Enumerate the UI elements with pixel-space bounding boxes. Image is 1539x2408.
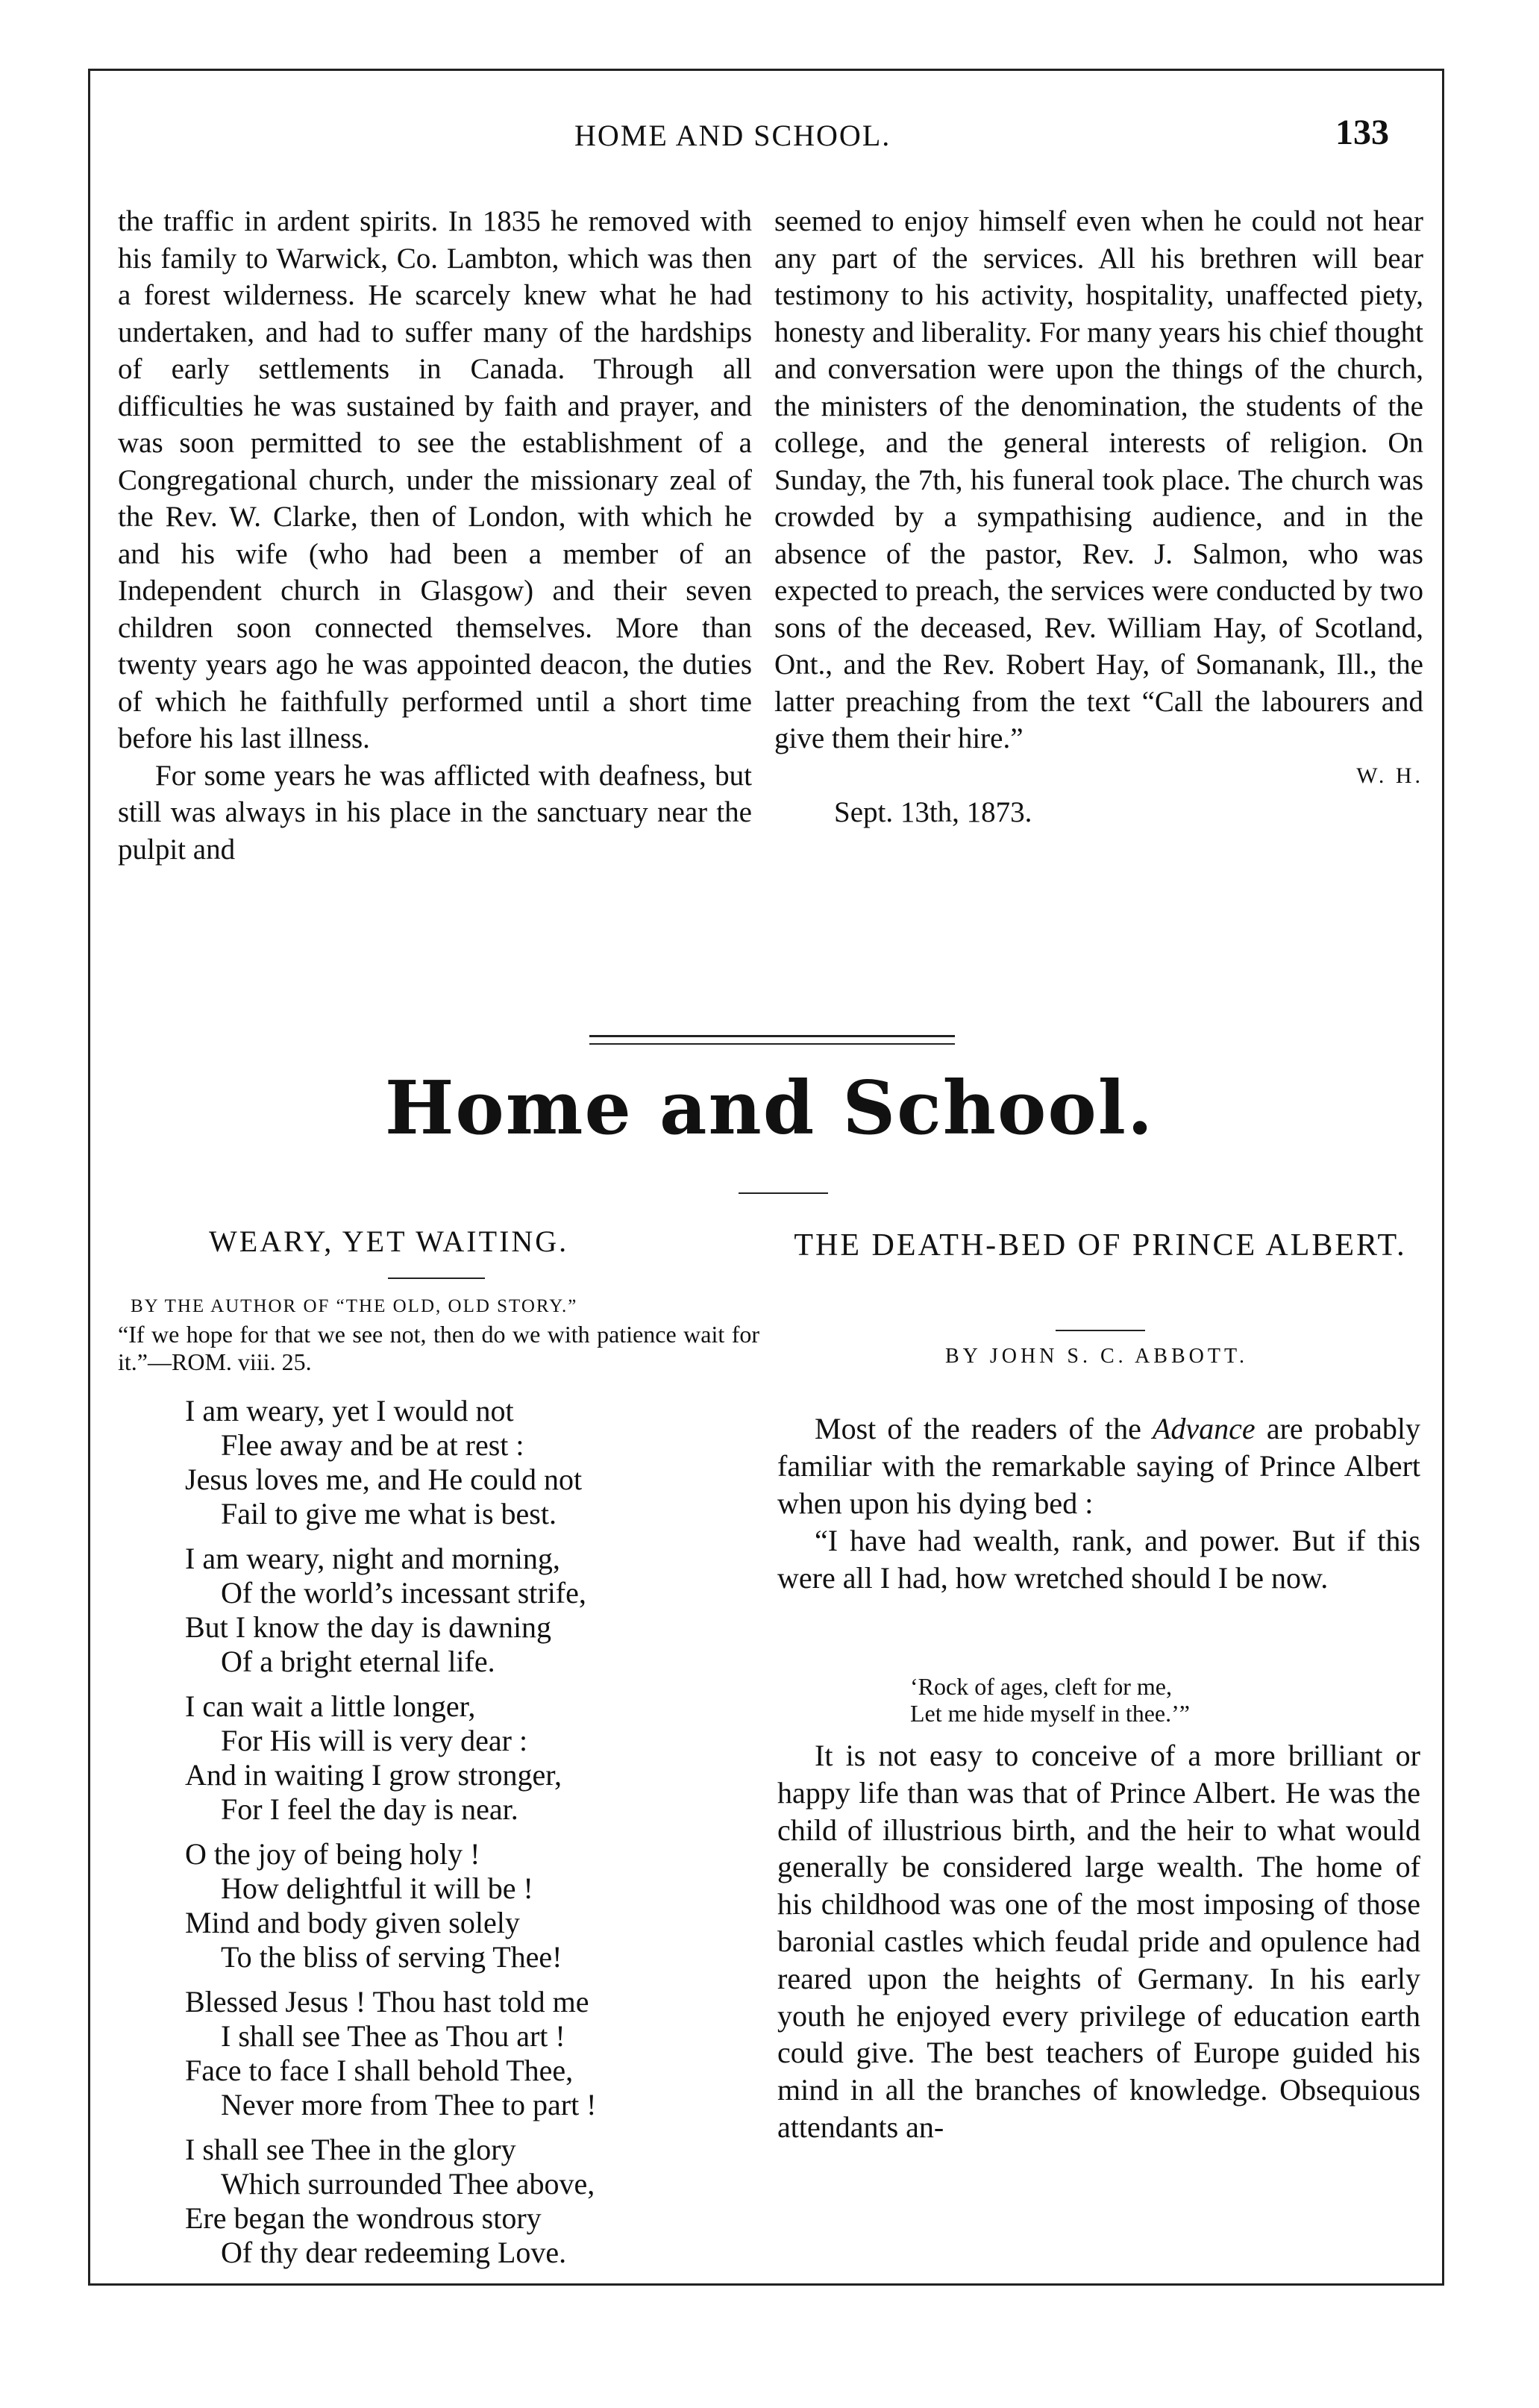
poem-stanza	[185, 1837, 597, 1974]
obituary-date: Sept. 13th, 1873.	[834, 796, 1032, 828]
section-divider-rule	[589, 1043, 955, 1045]
poem-line: Fail to give me what is best.	[221, 1497, 557, 1530]
poem-line: O the joy of being holy !	[185, 1837, 480, 1871]
article-paragraph: “I have had wealth, rank, and power. But if this were all I had, how wretched should I be now.	[777, 1524, 1420, 1595]
poem-line: Which surrounded Thee above,	[221, 2167, 595, 2201]
article-body	[777, 1737, 1420, 2146]
obituary-paragraph: For some years he was afflicted with deafness, but still was always in his place in the sanctuary near the pulpit and	[118, 759, 752, 866]
section-title: Home and School.	[384, 1066, 1155, 1151]
poem-line: Of thy dear redeeming Love.	[221, 2236, 567, 2269]
poem-line: For I feel the day is near.	[221, 1792, 518, 1826]
section-title-rule	[739, 1192, 828, 1194]
poem-epigraph: “If we hope for that we see not, then do we with patience wait for it.”—ROM. viii. 25.	[118, 1321, 759, 1375]
poem-line: I shall see Thee in the glory	[185, 2133, 516, 2166]
article-text: are probably familiar with the remarkable saying of Prince Albert when upon his dying bed :	[777, 1412, 1420, 1520]
poem-stanza	[185, 1394, 597, 1531]
poem-line: I shall see Thee as Thou art !	[221, 2019, 565, 2053]
article-byline: BY JOHN S. C. ABBOTT.	[944, 1345, 1249, 1368]
article-paragraph	[777, 1410, 1420, 1522]
poem-line: Ere began the wondrous story	[185, 2201, 542, 2235]
running-head: HOME AND SCHOOL.	[574, 119, 891, 152]
poem-line: To the bliss of serving Thee!	[221, 1940, 562, 1974]
poem-line: Flee away and be at rest :	[221, 1428, 524, 1462]
poem-line: Of a bright eternal life.	[221, 1645, 495, 1678]
poem-line: Mind and body given solely	[185, 1906, 520, 1939]
poem-title-rule	[388, 1278, 485, 1279]
poem-stanza	[185, 1985, 597, 2122]
poem-line: I am weary, yet I would not	[185, 1394, 514, 1427]
poem-line: Blessed Jesus ! Thou hast told me	[185, 1985, 589, 2018]
poem-line: Never more from Thee to part !	[221, 2088, 597, 2121]
advance-title: Advance	[1152, 1412, 1256, 1445]
poem-line: Face to face I shall behold Thee,	[185, 2054, 574, 2087]
obituary-paragraph: seemed to enjoy himself even when he could not hear any part of the services. All his brethren will bear testimony to his activity, hospitality, unaffected piety, honesty and liberality. For many years his chief thought and conversation were upon the things of the church, the ministers of the denomination, the students of the college, and the general interests of religion. On Sunday, the 7th, his funeral took place. The church was crowded by a sympathising audience, and in the absence of the pastor, Rev. J. Salmon, who was expected to preach, the services were conducted by two sons of the deceased, Rev. William Hay, of Scotland, Ont., and the Rev. Robert Hay, of Somanank, Ill., the latter preaching from the text “Call the labourers and give them their hire.”	[774, 205, 1423, 754]
article-paragraph: It is not easy to conceive of a more brilliant or happy life than was that of Prince Albert. He was the child of illustrious birth, and the heir to what would generally be considered large wealth. The home of his childhood was one of the most imposing of those baronial castles which feudal pride and opulence had reared upon the heights of Germany. In his early youth he enjoyed every privilege of education earth could give. The best teachers of Europe guided his mind in all the branches of knowledge. Obsequious attendants an-	[777, 1739, 1420, 2144]
hymn-quote	[910, 1673, 1190, 1727]
poem-stanza	[185, 1689, 597, 1827]
obituary-signature: W. H.	[1356, 763, 1423, 788]
poem-stanza	[185, 1542, 597, 1679]
poem-line: I can wait a little longer,	[185, 1689, 476, 1723]
article-intro	[777, 1410, 1420, 1597]
obituary-paragraph: the traffic in ardent spirits. In 1835 he removed with his family to Warwick, Co. Lambton, which was then a forest wilderness. He scarcely knew what he had undertaken, and had to suffer many of the hardships of early settlements in Canada. Through all difficulties he was sustained by faith and prayer, and was soon permitted to see the establishment of a Congregational church, under the missionary zeal of the Rev. W. Clarke, then of London, with which he and his wife (who had been a member of an Independent church in Glasgow) and their seven children soon connected themselves. More than twenty years ago he was appointed deacon, the duties of which he faithfully performed until a short time before his last illness.	[118, 205, 752, 754]
article-title: THE DEATH-BED OF PRINCE ALBERT.	[794, 1228, 1407, 1263]
poem-byline: BY THE AUTHOR OF “THE OLD, OLD STORY.”	[131, 1296, 578, 1316]
article-text: Most of the readers of the	[815, 1412, 1153, 1445]
poem-line: But I know the day is dawning	[185, 1610, 552, 1644]
poem-title: WEARY, YET WAITING.	[209, 1225, 569, 1258]
bottom-border-rule	[88, 2283, 1444, 2286]
poem-body	[185, 1394, 597, 2280]
poem-line: For His will is very dear :	[221, 1724, 528, 1757]
poem-line: I am weary, night and morning,	[185, 1542, 560, 1575]
obituary-column-left	[118, 203, 752, 868]
hymn-quote-line: ‘Rock of ages, cleft for me,	[910, 1673, 1172, 1700]
obituary-column-right	[774, 203, 1423, 831]
poem-line: How delightful it will be !	[221, 1871, 533, 1905]
article-title-rule	[1056, 1330, 1145, 1331]
hymn-quote-line: Let me hide myself in thee.’”	[910, 1700, 1190, 1727]
page-number: 133	[1335, 113, 1389, 152]
poem-line: Jesus loves me, and He could not	[185, 1463, 583, 1496]
section-divider-rule	[589, 1035, 955, 1037]
poem-line: Of the world’s incessant strife,	[221, 1576, 586, 1610]
poem-line: And in waiting I grow stronger,	[185, 1758, 562, 1792]
poem-stanza	[185, 2133, 597, 2270]
